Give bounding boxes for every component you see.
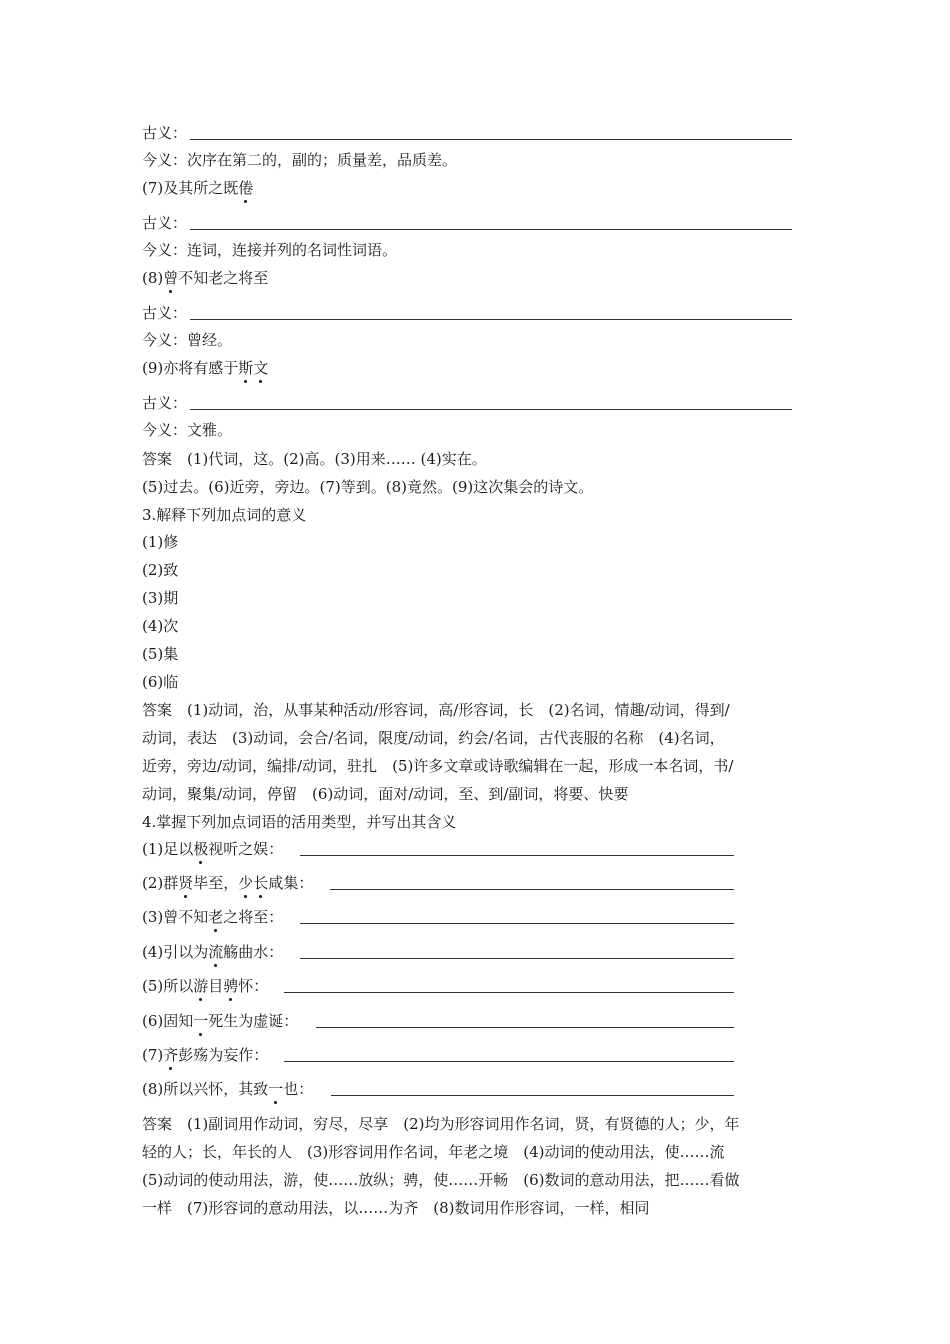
question-4-4: (4)引以为流觞曲水： [142, 943, 284, 961]
answer-blank[interactable] [284, 992, 734, 993]
dotted-char: 一 [193, 1012, 209, 1030]
question-7: (7)及其所之既倦 [142, 179, 254, 197]
answer-blank[interactable] [330, 889, 734, 890]
answer-line: (5)动词的使动用法，游，使……放纵；骋，使……开畅 (6)数词的意动用法，把……看做 [142, 1171, 740, 1189]
dotted-char: 齐 [163, 1046, 179, 1064]
jin-line-6: 今义：次序在第二的，副的；质量差，品质差。 [142, 151, 458, 169]
answer-blank[interactable] [300, 958, 734, 959]
answer-blank[interactable] [190, 139, 792, 140]
list-item: (3)期 [142, 589, 179, 607]
answer-line: (5)过去。(6)近旁，旁边。(7)等到。(8)竟然。(9)这次集会的诗文。 [142, 478, 594, 496]
section-4-title: 4.掌握下列加点词语的活用类型，并写出其含义 [142, 813, 457, 831]
list-item: (5)集 [142, 645, 179, 663]
question-8: (8)曾不知老之将至 [142, 269, 269, 287]
answer-line: 答案 (1)动词，治，从事某种活动/形容词，高/形容词，长 (2)名词，情趣/动词，得到/ [142, 701, 730, 719]
dotted-char: 极 [193, 840, 209, 858]
list-item: (4)次 [142, 617, 179, 635]
list-item: (6)临 [142, 673, 179, 691]
answer-blank[interactable] [190, 229, 792, 230]
answer-line: 动词，表达 (3)动词，会合/名词，限度/动词，约会/名词，古代丧服的名称 (4)名词， [142, 729, 725, 747]
answer-line: 轻的人；长，年长的人 (3)形容词用作名词，年老之境 (4)动词的使动用法，使……流 [142, 1143, 725, 1161]
answer-line: 答案 (1)代词，这。(2)高。(3)用来…… (4)实在。 [142, 450, 487, 468]
answer-line: 答案 (1)副词用作动词，穷尽，尽享 (2)均为形容词用作名词，贤，有贤德的人；少，年 [142, 1115, 740, 1133]
question-4-6: (6)固知一死生为虚诞： [142, 1012, 299, 1030]
dotted-char: 骋 [223, 977, 239, 995]
answer-line: 一样 (7)形容词的意动用法，以……为齐 (8)数词用作形容词，一样，相同 [142, 1199, 650, 1217]
question-4-5: (5)所以游目骋怀： [142, 977, 269, 995]
answer-blank[interactable] [190, 319, 792, 320]
gu-label-9: 古义： [142, 394, 188, 412]
answer-blank[interactable] [284, 1061, 734, 1062]
dotted-char: 老 [208, 908, 224, 926]
answer-blank[interactable] [331, 1095, 734, 1096]
dotted-char: 曾 [163, 269, 179, 287]
answer-line: 动词，聚集/动词，停留 (6)动词，面对/动词，至、到/副词，将要、快要 [142, 785, 629, 803]
answer-blank[interactable] [190, 409, 792, 410]
question-9: (9)亦将有感于斯文 [142, 359, 269, 377]
list-item: (1)修 [142, 533, 179, 551]
question-4-8: (8)所以兴怀，其致一也： [142, 1080, 314, 1098]
dotted-char: 斯 [238, 359, 254, 377]
question-4-3: (3)曾不知老之将至： [142, 908, 284, 926]
dotted-char: 长 [253, 874, 269, 892]
jin-line-8: 今义：曾经。 [142, 331, 233, 349]
list-item: (2)致 [142, 561, 179, 579]
dotted-char: 少 [238, 874, 254, 892]
dotted-char: 一 [268, 1080, 284, 1098]
dotted-char: 倦 [238, 179, 254, 197]
dotted-char: 文 [253, 359, 269, 377]
question-4-1: (1)足以极视听之娱： [142, 840, 284, 858]
dotted-char: 游 [193, 977, 209, 995]
question-4-2: (2)群贤毕至，少长咸集： [142, 874, 314, 892]
gu-label-8: 古义： [142, 304, 188, 322]
answer-blank[interactable] [300, 923, 734, 924]
answer-line: 近旁，旁边/动词，编排/动词，驻扎 (5)许多文章或诗歌编辑在一起，形成一本名词，书/ [142, 757, 734, 775]
jin-line-7: 今义：连词，连接并列的名词性词语。 [142, 241, 398, 259]
gu-label-7: 古义： [142, 214, 188, 232]
answer-blank[interactable] [316, 1027, 734, 1028]
jin-line-9: 今义：文雅。 [142, 421, 233, 439]
gu-label-6: 古义： [142, 124, 188, 142]
section-3-title: 3.解释下列加点词的意义 [142, 506, 307, 524]
answer-blank[interactable] [300, 855, 734, 856]
dotted-char: 流 [208, 943, 224, 961]
question-4-7: (7)齐彭殇为妄作： [142, 1046, 269, 1064]
dotted-char: 贤 [178, 874, 194, 892]
